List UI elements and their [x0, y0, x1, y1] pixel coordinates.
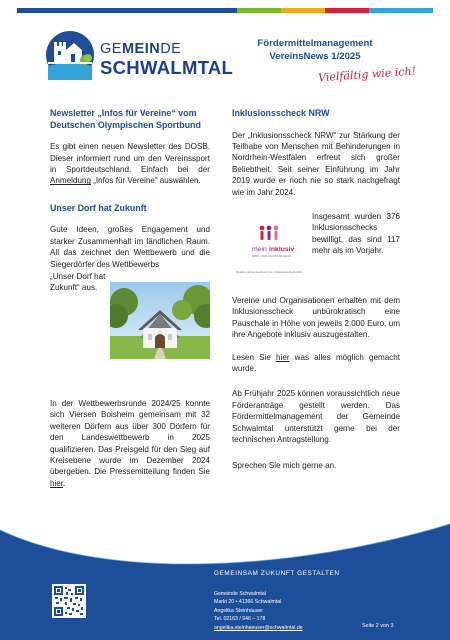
- svg-text:NRW • INKLUSIONSSCHECK: NRW • INKLUSIONSSCHECK: [252, 254, 292, 259]
- top-bar-segment: [193, 8, 237, 13]
- footer-phone: Tel. 02163 / 946 – 178: [214, 616, 266, 623]
- newsletter-heading: Newsletter „Infos für Vereine“ vom Deutschen Olympischen Sportbund: [50, 108, 201, 130]
- inklusion-paragraph-2: Insgesamt wurden 376 Inklusionsschecks bewilligt, das sind 117 mehr als im Vorjahr.: [312, 212, 400, 256]
- svg-text:inklusiv: inklusiv: [269, 246, 295, 254]
- dorf-quote: „Unser Dorf hat Zukunft“ aus.: [50, 272, 106, 293]
- logo-wordmark-bottom: SCHWALMTAL: [100, 57, 234, 78]
- qr-code-icon: [54, 586, 84, 616]
- mein-inklusiv-logo: [238, 223, 308, 263]
- footer-address: Markt 20 • 41366 Schwalmtal: [214, 599, 282, 606]
- top-color-bar: [17, 8, 433, 13]
- footer-municipality: Gemeinde Schwalmtal: [214, 591, 266, 597]
- footer-contact-person: Angelika Steinhäuser: [214, 607, 264, 614]
- hier-link[interactable]: hier: [276, 352, 290, 362]
- top-bar-segment: [237, 8, 281, 13]
- qr-code[interactable]: [52, 584, 86, 618]
- inklusion-paragraph-4: Lesen Sie hier was alles möglich gemacht wurde.: [232, 352, 401, 374]
- contact-invitation: Sprechen Sie mich gerne an.: [232, 460, 337, 470]
- title-line-1: Fördermittelmanagement: [257, 38, 373, 49]
- inklusionsscheck-heading: Inklusionsscheck NRW: [232, 108, 330, 118]
- dorf-paragraph-2: In der Wettbewerbsrunde 2024/25 konnte sich Viersen Boisheim gemeinsam mit 32 weiteren Dörfern aus über 300 Dörfern für den Landeswettbewerb in 2025 qualifizieren. Das Preisgeld für den Sieg auf Kreisebene wurde im Dezember 2024 übergeben. Die Pressemitteilung finden Sie hier.: [50, 399, 210, 488]
- title-line-2: VereinsNews 1/2025: [269, 50, 361, 62]
- top-bar-segment: [105, 8, 149, 13]
- page-number: Seite 2 von 3: [362, 623, 394, 629]
- inklusion-paragraph-1: Der „Inklusionsscheck NRW“ zur Stärkung der Teilhabe von Menschen mit Behinderungen in Nordrhein-Westfalen erfreut sich großer Beliebtheit. Seit seiner Einführung im Jahr 2019 wurde er noch nie so stark nachgefragt wie im Jahr 2024.: [232, 130, 400, 197]
- logo-source-caption: Quelle: inklusionsscheck.nrw / Inklusionsscheck 2024: [236, 270, 303, 275]
- inklusion-paragraph-5: Ab Frühjahr 2025 können voraussichtlich neue Förderanträge gestellt werden. Das Fördermittelmanagement der Gemeinde Schwalmtal unterstützt gerne bei der technischen Antragstellung.: [232, 389, 400, 445]
- inklusion-paragraph-3: Vereine und Organisationen erhalten mit dem Inklusionsscheck unbürokratisch eine Pauschale in Höhe von jeweils 2.000 Euro, um ihre Angebote inklusiv auszugestalten.: [232, 296, 400, 340]
- footer-slogan: GEMEINSAM ZUKUNFT GESTALTEN: [214, 570, 340, 577]
- top-bar-segment: [17, 8, 61, 13]
- inklusion-stats-block: [232, 209, 400, 286]
- svg-text:mein: mein: [252, 246, 267, 254]
- dorf-heading: Unser Dorf hat Zukunft: [50, 202, 147, 213]
- newsletter-paragraph: Es gibt einen neuen Newsletter des DOSB. Dieser informiert rund um den Vereinssport in Sportdeutschland. Einfach bei der Anmeldung „Infos für Vereine“ auswählen.: [50, 142, 210, 186]
- dorf-paragraph-1: Gute Ideen, großes Engagement und starker Zusammenhalt im ländlichen Raum. All das zeichnet den Wettbewerb und die Siegerdörfer des Wettbewerbs: [50, 225, 210, 269]
- pressemitteilung-link[interactable]: hier: [50, 478, 64, 488]
- dorf-quote-with-image: [50, 270, 210, 387]
- municipality-logo: [44, 30, 234, 82]
- tagline: Vielfältig wie ich!: [317, 64, 417, 85]
- chapel-photo: [110, 282, 210, 359]
- logo-wordmark-top: GEMEINDE: [100, 41, 182, 57]
- right-column: [232, 108, 400, 482]
- footer-email-link[interactable]: angelika.steinhaeuser@schwalmtal.de: [214, 624, 303, 631]
- left-column: [50, 108, 210, 500]
- top-bar-segment: [149, 8, 193, 13]
- document-title: [240, 38, 390, 63]
- footer-contact: [214, 590, 303, 632]
- castle-emblem-icon: [44, 30, 96, 80]
- top-bar-segment: [325, 8, 369, 13]
- anmeldung-link[interactable]: Anmeldung: [50, 176, 91, 186]
- top-bar-segment: [281, 8, 325, 13]
- top-bar-segment: [61, 8, 105, 13]
- top-bar-segment: [369, 8, 433, 13]
